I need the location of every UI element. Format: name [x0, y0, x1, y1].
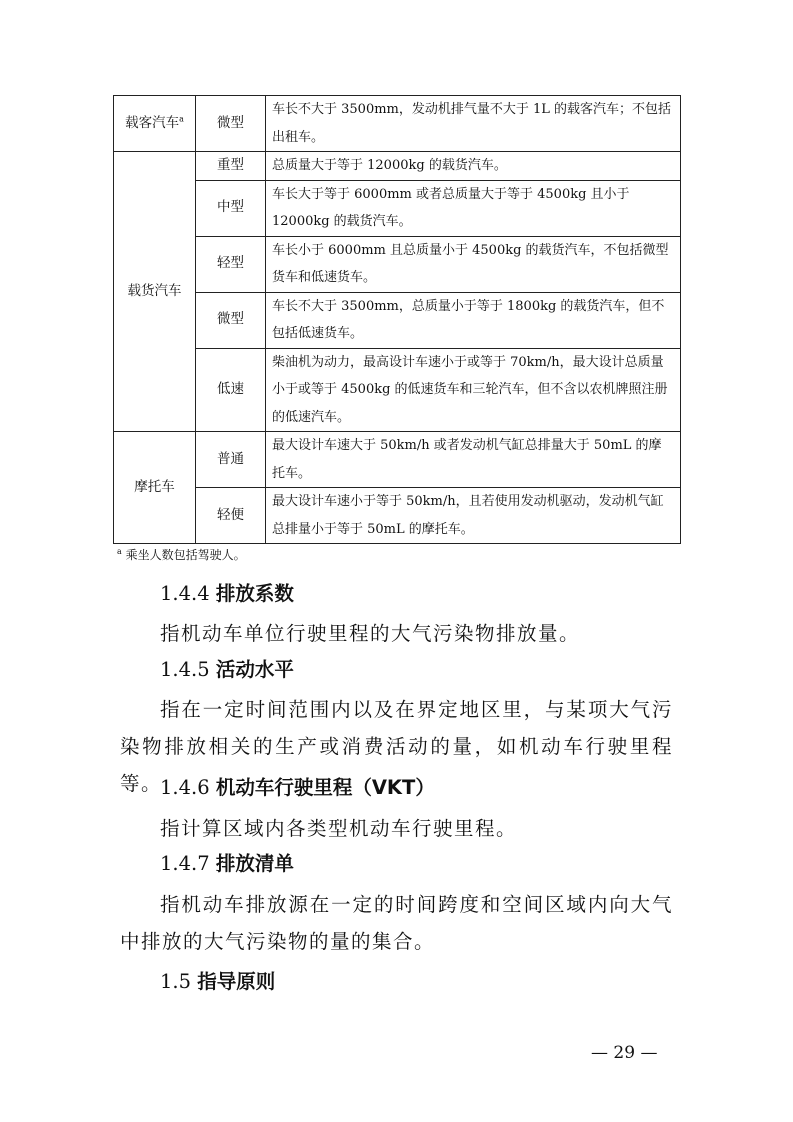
description-cell: 车长不大于 3500mm，总质量小于等于 1800kg 的载货汽车，但不包括低速货车。 [266, 292, 681, 348]
table-row [114, 432, 681, 488]
section-heading [160, 775, 435, 801]
type-cell: 低速 [196, 348, 266, 432]
section-paragraph: 指机动车排放源在一定的时间跨度和空间区域内向大气中排放的大气污染物的量的集合。 [120, 893, 673, 953]
description-cell: 车长不大于 3500mm，发动机排气量不大于 1L 的载客汽车；不包括出租车。 [266, 96, 681, 152]
section-title: 排放清单 [215, 852, 294, 875]
table-row [114, 292, 681, 348]
section-number: 1.4.4 [160, 582, 210, 605]
section-title: 机动车行驶里程（VKT） [215, 776, 435, 799]
type-cell: 重型 [196, 152, 266, 181]
table-row [114, 180, 681, 236]
section-title: 活动水平 [215, 658, 294, 681]
description-cell: 总质量大于等于 12000kg 的载货汽车。 [266, 152, 681, 181]
page-number: — 29 — [591, 1043, 658, 1063]
type-cell: 轻型 [196, 236, 266, 292]
category-cell [114, 96, 196, 152]
footnote-text: 乘坐人数包括驾驶人。 [125, 548, 246, 562]
table-row [114, 488, 681, 544]
type-cell: 普通 [196, 432, 266, 488]
table-row [114, 236, 681, 292]
footnote-mark: a [117, 547, 122, 556]
category-label: 载客汽车 [125, 114, 180, 131]
type-cell: 轻便 [196, 488, 266, 544]
category-cell: 摩托车 [114, 432, 196, 544]
section-heading [160, 969, 275, 995]
category-cell: 载货汽车 [114, 152, 196, 432]
section-number: 1.5 [160, 970, 192, 993]
section-title: 指导原则 [197, 970, 276, 993]
table-row [114, 96, 681, 152]
section-paragraph: 指机动车单位行驶里程的大气污染物排放量。 [160, 622, 581, 645]
section-heading [160, 581, 294, 607]
description-cell: 车长大于等于 6000mm 或者总质量大于等于 4500kg 且小于 12000kg 的载货汽车。 [266, 180, 681, 236]
type-cell: 微型 [196, 292, 266, 348]
table-row [114, 152, 681, 181]
section-title: 排放系数 [215, 582, 294, 605]
section-heading [160, 657, 294, 683]
type-cell: 中型 [196, 180, 266, 236]
section-number: 1.4.6 [160, 776, 210, 799]
description-cell: 柴油机为动力，最高设计车速小于或等于 70km/h，最大设计总质量小于或等于 4500kg 的低速货车和三轮汽车，但不含以农机牌照注册的低速汽车。 [266, 348, 681, 432]
description-cell: 最大设计车速大于 50km/h 或者发动机气缸总排量大于 50mL 的摩托车。 [266, 432, 681, 488]
section-number: 1.4.7 [160, 852, 210, 875]
section-paragraph: 指计算区域内各类型机动车行驶里程。 [160, 817, 518, 840]
section-paragraph: 指在一定时间范围内以及在界定地区里，与某项大气污染物排放相关的生产或消费活动的量，如机动车行驶里程等。 [120, 698, 673, 795]
footnote-mark: a [179, 114, 184, 124]
section-number: 1.4.5 [160, 658, 210, 681]
table-footnote [117, 545, 246, 565]
description-cell: 最大设计车速小于等于 50km/h，且若使用发动机驱动，发动机气缸总排量小于等于 50mL 的摩托车。 [266, 488, 681, 544]
vehicle-classification-table [113, 95, 681, 544]
table-row [114, 348, 681, 432]
section-heading [160, 851, 294, 877]
description-cell: 车长小于 6000mm 且总质量小于 4500kg 的载货汽车，不包括微型货车和低速货车。 [266, 236, 681, 292]
type-cell: 微型 [196, 96, 266, 152]
